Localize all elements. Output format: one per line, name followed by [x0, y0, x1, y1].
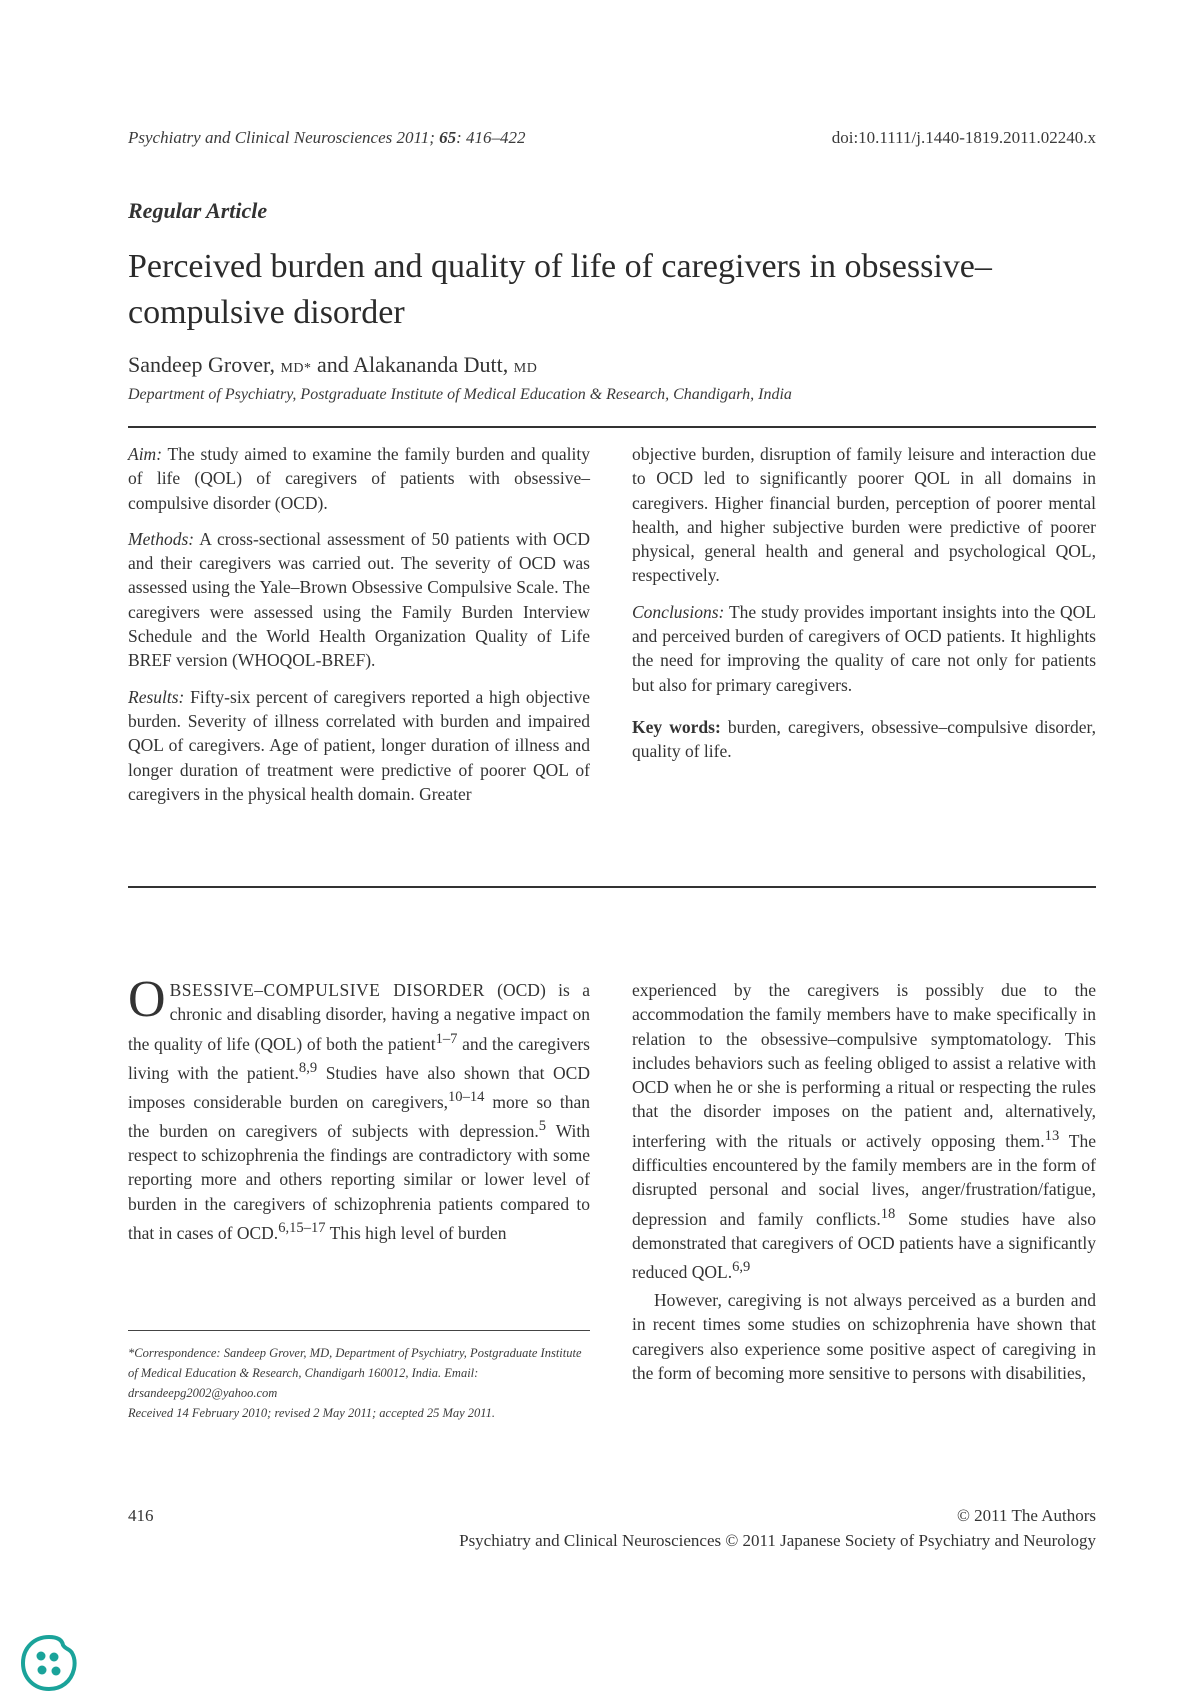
- footnote-divider: [128, 1330, 590, 1331]
- author-degree: MD*: [280, 361, 312, 376]
- abstract-right-column: [632, 442, 1096, 776]
- abstract-bottom-divider: [128, 886, 1096, 888]
- journal-reference: Psychiatry and Clinical Neurosciences 2011; 65: 416–422: [128, 128, 526, 147]
- top-divider: [128, 426, 1096, 428]
- article-title: Perceived burden and quality of life of caregivers in obsessive–compulsive disorder: [128, 248, 992, 331]
- received-note: Received 14 February 2010; revised 2 May 2011; accepted 25 May 2011.: [128, 1406, 495, 1420]
- abstract-left-column: [128, 442, 590, 818]
- body-paragraph: experienced by the caregivers is possibly due to the accommodation the family members have to make specifically in relation to the obsessive–compulsive symptomatology. This includes behaviors such as feeling obliged to assist a relative with OCD when he or she is performing a ritual or respecting the rules that the disorder imposes on the patient and, alternatively, interfering with the rituals or actively opposing them.$^{13}$ The difficulties encountered by the family members are in the form of disrupted personal and social lives, anger/frustration/fatigue, depression and family conflicts.$^{18}$ Some studies have also demonstrated that caregivers of OCD patients have a significantly reduced QOL.$^{6,9}$: [632, 980, 1096, 1282]
- reference[interactable]: 6,15–17: [278, 1219, 326, 1236]
- reference[interactable]: 10–14: [448, 1088, 485, 1105]
- copyright-journal: Psychiatry and Clinical Neurosciences © 2011 Japanese Society of Psychiatry and Neurology: [459, 1531, 1096, 1550]
- reference[interactable]: 5: [538, 1117, 546, 1134]
- body-left-column: [128, 971, 591, 1249]
- article-type: Regular Article: [128, 198, 268, 223]
- footnote: [128, 1343, 590, 1423]
- reference[interactable]: 6,9: [732, 1258, 751, 1275]
- body-paragraph: However, caregiving is not always perceived as a burden and in recent times some studies on schizophrenia have shown that caregivers also experience some positive aspect of caregiving in the form of becoming more sensitive to persons with disabilities,: [632, 1290, 1096, 1383]
- journal-pages: : 416–422: [456, 128, 526, 147]
- reference[interactable]: 1–7: [435, 1030, 458, 1047]
- reference[interactable]: 13: [1044, 1127, 1060, 1144]
- abstract-conclusions: Conclusions: The study provides important insights into the QOL and perceived burden of caregivers of OCD patients. It highlights the need for improving the quality of care not only for patients but also for primary caregivers.: [632, 601, 1096, 695]
- reference[interactable]: 18: [880, 1205, 896, 1222]
- intro-paragraph: OBSESSIVE–COMPULSIVE DISORDER (OCD) is a chronic and disabling disorder, having a negative impact on the quality of life (QOL) of both the patient$^{1-7}$ and the caregivers living with the patient.$^{8,9}$ Studies have also shown that OCD imposes considerable burden on caregivers,$^{10-14}$ more so than the burden on caregivers of subjects with depression.$^5$ With respect to schizophrenia the findings are contradictory with some reporting more and others reporting similar or lower level of burden in the caregivers of schizophrenia patients compared to that in cases of OCD.$^{6,15-17}$ This high level of burden: [128, 971, 591, 1243]
- correspondence-note: *Correspondence: Sandeep Grover, MD, Department of Psychiatry, Postgraduate Institute of Medical Education & Research, Chandigarh 160012, India. Email: drsandeepg2002@yahoo.com: [128, 1346, 582, 1400]
- abstract-results: Results: Fifty-six percent of caregivers reported a high objective burden. Severity of illness correlated with burden and impaired QOL of caregivers. Age of patient, longer duration of illness and longer duration of treatment were predictive of poorer QOL of caregivers in the physical health domain. Greater: [128, 686, 590, 804]
- copyright-authors: © 2011 The Authors: [957, 1506, 1096, 1525]
- body-right-column: [632, 978, 1096, 1389]
- abstract-aim: Aim: The study aimed to examine the family burden and quality of life (QOL) of caregivers of patients with obsessive–compulsive disorder (OCD).: [128, 444, 590, 513]
- abstract-results-continued: objective burden, disruption of family leisure and interaction due to OCD led to significantly poorer QOL in all domains in caregivers. Higher financial burden, perception of poorer mental health, and higher subjective burden were predictive of poorer physical, general health and general and psychological QOL, respectively.: [632, 444, 1096, 586]
- abstract-methods: Methods: A cross-sectional assessment of 50 patients with OCD and their caregivers was carried out. The severity of OCD was assessed using the Yale–Brown Obsessive Compulsive Scale. The caregivers were assessed using the Family Burden Interview Schedule and the World Health Organization Quality of Life BREF version (WHOQOL-BREF).: [128, 528, 590, 671]
- drop-cap: O: [128, 971, 166, 1028]
- reference[interactable]: 8,9: [298, 1059, 318, 1076]
- doi: doi:10.1111/j.1440-1819.2011.02240.x: [831, 128, 1096, 147]
- keywords: Key words: burden, caregivers, obsessive–compulsive disorder, quality of life.: [632, 716, 1097, 762]
- author-degree: MD: [513, 361, 538, 376]
- authors: Sandeep Grover, MD* and Alakananda Dutt, MD: [128, 352, 538, 377]
- journal-volume: 65: [439, 128, 457, 147]
- affiliation: Department of Psychiatry, Postgraduate Institute of Medical Education & Research, Chandigarh, India: [128, 386, 792, 403]
- cookie-icon[interactable]: [18, 1632, 80, 1694]
- page-number: 416: [128, 1506, 154, 1525]
